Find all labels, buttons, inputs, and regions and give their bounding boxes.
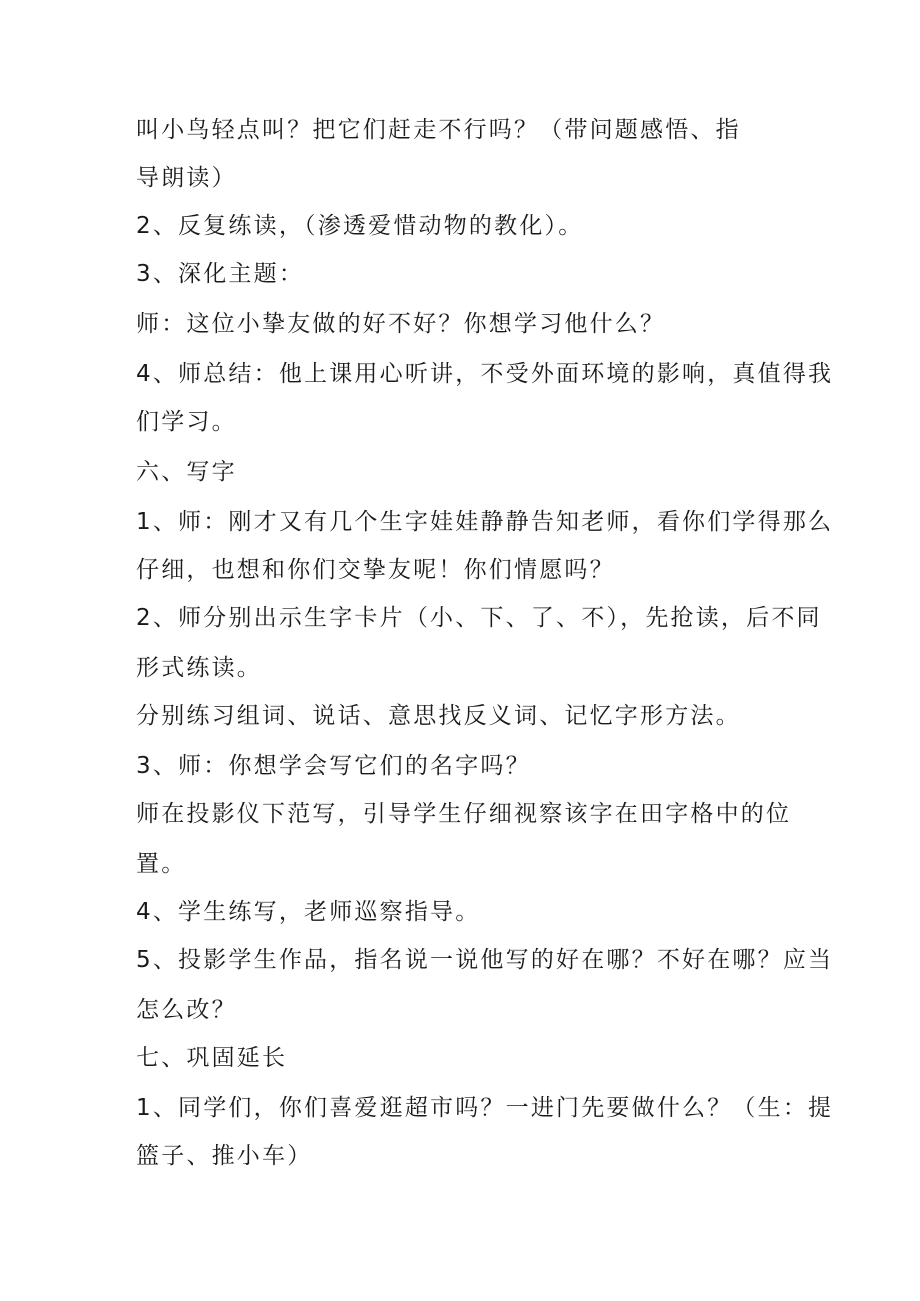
text-line: 3、师：你想学会写它们的名字吗？ (136, 753, 531, 779)
text-line: 置。 (136, 851, 187, 877)
text-line: 仔细，也想和你们交挚友呢！你们情愿吗？ (136, 557, 615, 583)
text-line: 4、师总结：他上课用心听讲，不受外面环境的影响，真值得我 (136, 361, 834, 387)
text-line: 2、反复练读，（渗透爱惜动物的教化）。 (136, 213, 584, 239)
text-line: 师：这位小挚友做的好不好？你想学习他什么？ (136, 311, 666, 337)
text-line: 导朗读） (136, 165, 237, 191)
text-line: 怎么改？ (136, 997, 237, 1023)
text-line: 1、师：刚才又有几个生字娃娃静静告知老师，看你们学得那么 (136, 509, 834, 535)
text-line: 形式练读。 (136, 655, 262, 681)
text-line: 1、同学们，你们喜爱逛超市吗？一进门先要做什么？（生：提 (136, 1095, 834, 1121)
section-heading: 七、巩固延长 (136, 1045, 288, 1071)
text-line: 3、深化主题： (136, 261, 305, 287)
text-line: 叫小鸟轻点叫？把它们赶走不行吗？（带问题感悟、指 (136, 117, 741, 143)
text-line: 们学习。 (136, 409, 237, 435)
text-line: 篮子、推小车） (136, 1143, 313, 1169)
text-line: 5、投影学生作品，指名说一说他写的好在哪？不好在哪？应当 (136, 947, 834, 973)
text-line: 2、师分别出示生字卡片（小、下、了、不），先抢读，后不同 (136, 605, 822, 631)
text-line: 分别练习组词、说话、意思找反义词、记忆字形方法。 (136, 703, 741, 729)
section-heading: 六、写字 (136, 459, 237, 485)
text-line: 师在投影仪下范写，引导学生仔细视察该字在田字格中的位 (136, 801, 792, 827)
text-line: 4、学生练写，老师巡察指导。 (136, 899, 481, 925)
